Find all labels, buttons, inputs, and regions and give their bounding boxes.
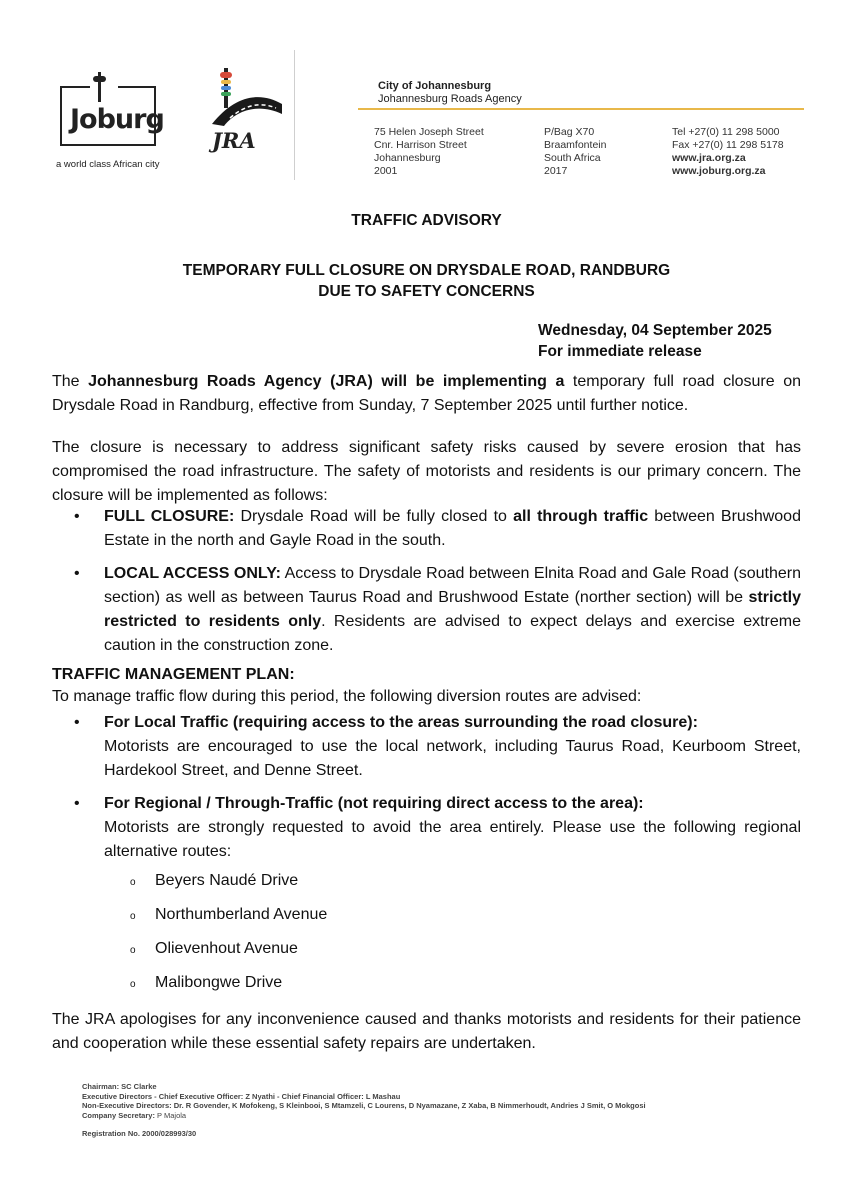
jra-logo	[206, 64, 286, 156]
bullet-dot-icon: •	[74, 714, 80, 731]
fax-number: Fax +27(0) 11 298 5178	[672, 139, 784, 151]
bullet-dot-icon: •	[74, 508, 80, 525]
street-line: 2001	[374, 165, 398, 177]
hollow-bullet-icon: o	[130, 945, 136, 956]
tel-number: Tel +27(0) 11 298 5000	[672, 126, 780, 138]
org-name: City of Johannesburg	[378, 80, 492, 92]
contact-details	[672, 126, 784, 178]
list-item	[52, 711, 801, 783]
route-name: Beyers Naudé Drive	[155, 872, 299, 889]
traffic-plan-heading: TRAFFIC MANAGEMENT PLAN:	[52, 666, 295, 683]
plan-bullet-regional	[52, 792, 801, 864]
headline-line-2: DUE TO SAFETY CONCERNS	[318, 283, 535, 300]
intro-lead: The	[52, 373, 89, 390]
intro-rest: temporary full road closure on Drysdale Road in Randburg, effective from Sunday, 7 September 2025 until further notice.	[52, 373, 801, 414]
bullet-text: Drysdale Road will be fully closed to	[234, 508, 514, 525]
headline-line-1: TEMPORARY FULL CLOSURE ON DRYSDALE ROAD, RANDBURG	[182, 262, 671, 279]
joburg-logo	[56, 72, 176, 172]
bullet-label: For Regional / Through-Traffic (not requiring direct access to the area):	[104, 795, 644, 812]
footer-executive: Executive Directors - Chief Executive Officer: Z Nyathi - Chief Financial Officer: L Mashau	[82, 1091, 401, 1101]
street-line: Cnr. Harrison Street	[374, 139, 467, 151]
footer-secretary	[82, 1111, 762, 1121]
bullet-text: Motorists are encouraged to use the local network, including Taurus Road, Keurboom Street, Hardekool Street, and Denne Street.	[104, 738, 801, 779]
intro-bold: Johannesburg Roads Agency (JRA) will be implementing a	[88, 373, 565, 390]
intro-paragraph	[52, 370, 801, 418]
jra-website-link[interactable]: www.jra.org.za	[672, 152, 746, 164]
postal-address	[544, 126, 606, 178]
release-date: Wednesday, 04 September 2025	[538, 322, 772, 339]
joburg-website-link[interactable]: www.joburg.org.za	[672, 165, 766, 177]
closure-bullet-full	[52, 505, 801, 553]
route-name: Northumberland Avenue	[155, 906, 328, 923]
plan-bullet-local	[52, 711, 801, 783]
closure-bullet-local	[52, 562, 801, 658]
closing-paragraph: The JRA apologises for any inconvenience caused and thanks motorists and residents for their patience and cooperation while these essential safety repairs are undertaken.	[52, 1011, 801, 1052]
org-agency: Johannesburg Roads Agency	[378, 93, 522, 105]
bullet-text: Motorists are strongly requested to avoid the area entirely. Please use the following regional alternative routes:	[104, 819, 801, 860]
joburg-tagline: a world class African city	[56, 159, 160, 170]
closure-paragraph: The closure is necessary to address significant safety risks caused by severe erosion that has compromised the road infrastructure. The safety of motorists and residents is our primary concern. The closure will be implemented as follows:	[52, 439, 801, 504]
bullet-text: Access to Drysdale Road between Elnita Road and Gale Road (southern section) as well as between Taurus Road and Brushwood Estate (norther section) will be	[104, 565, 801, 606]
secretary-name: P Majola	[154, 1110, 187, 1120]
bullet-text: between Brushwood Estate in the north and Gayle Road in the south.	[104, 508, 801, 549]
release-note: For immediate release	[538, 343, 702, 360]
route-name: Malibongwe Drive	[155, 974, 283, 991]
street-line: Johannesburg	[374, 152, 441, 164]
bullet-dot-icon: •	[74, 565, 80, 582]
street-line: 75 Helen Joseph Street	[374, 126, 484, 138]
joburg-logo-wordmark: Joburg	[70, 104, 164, 135]
bullet-dot-icon: •	[74, 795, 80, 812]
bullet-emphasis: all through traffic	[513, 508, 649, 525]
footer-non-executive: Non-Executive Directors: Dr. R Govender, K Mofokeng, S Kleinbooi, S Mtamzeli, C Lourens, D Nyamazane, Z Xaba, B Nimmerhoudt, Andries J Smit, O Mokgosi	[82, 1101, 646, 1110]
advisory-title: TRAFFIC ADVISORY	[351, 212, 502, 229]
postal-line: South Africa	[544, 152, 601, 164]
jra-logo-wordmark: JRA	[212, 128, 256, 153]
secretary-label: Company Secretary:	[82, 1110, 155, 1120]
postal-line: 2017	[544, 165, 568, 177]
footer-chairman: Chairman: SC Clarke	[82, 1082, 157, 1091]
footer	[82, 1082, 762, 1139]
jra-tower-road-icon	[206, 64, 286, 130]
bullet-text: . Residents are advised to expect delays and exercise extreme caution in the construction zone.	[104, 613, 801, 654]
hollow-bullet-icon: o	[130, 911, 136, 922]
traffic-plan-intro: To manage traffic flow during this period, the following diversion routes are advised:	[52, 688, 642, 705]
bullet-label: LOCAL ACCESS ONLY:	[104, 565, 282, 582]
bullet-label: For Local Traffic (requiring access to the areas surrounding the road closure):	[104, 714, 698, 731]
joburg-tower-bulb	[93, 76, 106, 82]
list-item	[52, 505, 801, 553]
footer-registration: Registration No. 2000/028993/30	[82, 1129, 197, 1138]
hollow-bullet-icon: o	[130, 979, 136, 990]
letterhead-divider	[294, 50, 295, 180]
postal-line: Braamfontein	[544, 139, 607, 151]
bullet-label: FULL CLOSURE:	[104, 508, 235, 525]
route-name: Olievenhout Avenue	[155, 940, 298, 957]
letterhead-rule	[358, 108, 804, 110]
list-item	[52, 562, 801, 658]
postal-line: P/Bag X70	[544, 126, 595, 138]
hollow-bullet-icon: o	[130, 877, 136, 888]
list-item	[52, 792, 801, 864]
release-date-block	[538, 320, 772, 362]
street-address	[374, 126, 484, 178]
bullet-emphasis: strictly restricted to residents only	[104, 589, 801, 630]
